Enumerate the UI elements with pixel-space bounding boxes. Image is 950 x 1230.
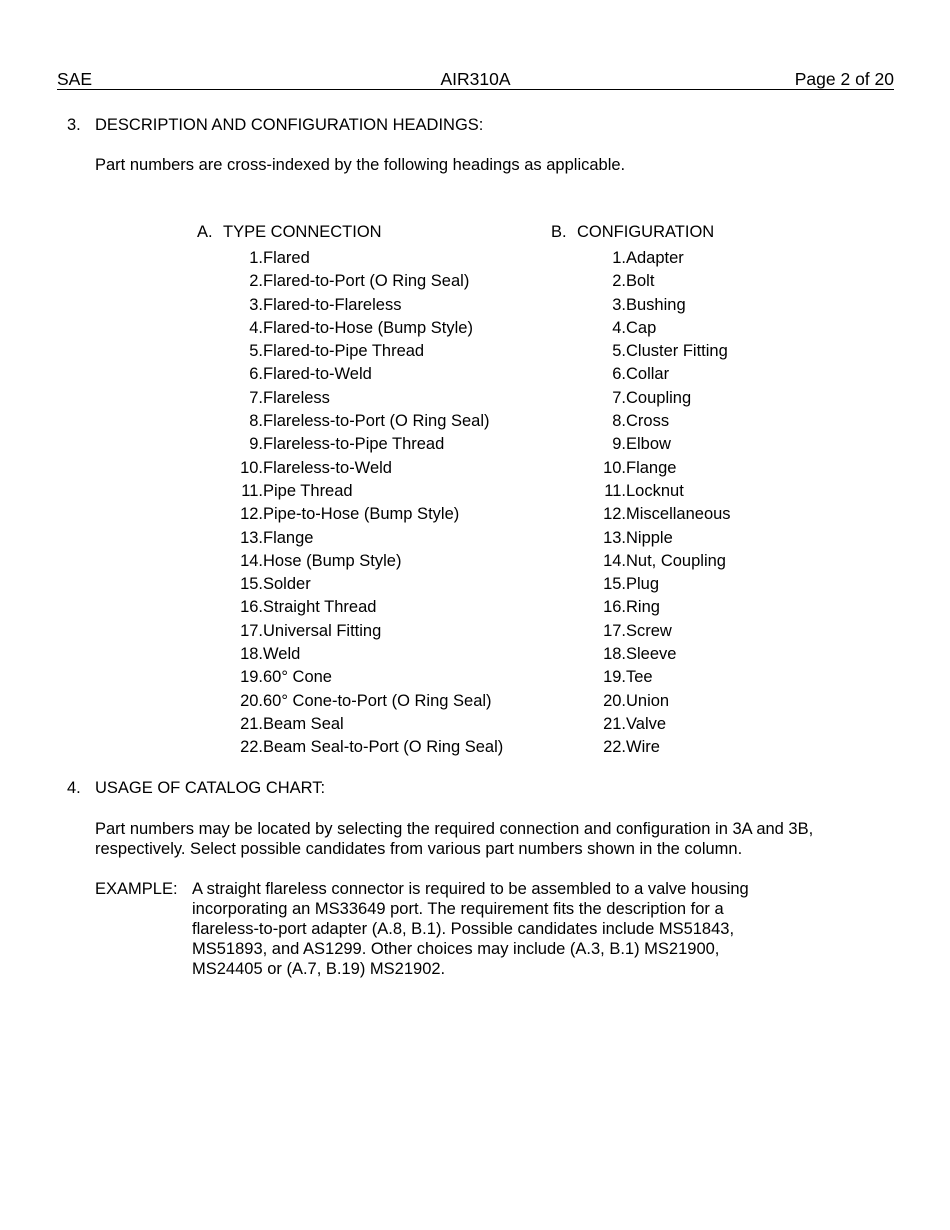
- list-item-number: 9.: [612, 435, 626, 454]
- list-item-text: Adapter: [626, 249, 684, 267]
- section3-intro: Part numbers are cross-indexed by the following headings as applicable.: [95, 156, 626, 174]
- list-item: [235, 481, 555, 504]
- list-item: [598, 341, 848, 364]
- list-item-text: Hose (Bump Style): [263, 551, 402, 570]
- list-item-text: Locknut: [626, 481, 684, 500]
- example-line: MS24405 or (A.7, B.19) MS21902.: [192, 960, 446, 978]
- list-item: [235, 411, 555, 434]
- list-item-text: Beam Seal-to-Port (O Ring Seal): [263, 738, 504, 757]
- list-item-text: 60° Cone-to-Port (O Ring Seal): [263, 691, 492, 710]
- list-item-number: 10.: [603, 458, 626, 477]
- list-item-number: 5.: [249, 342, 263, 361]
- list-item: [235, 248, 555, 271]
- list-item: [235, 644, 555, 667]
- list-item-text: Ring: [626, 598, 660, 617]
- list-item-text: Solder: [263, 575, 311, 594]
- list-item: [235, 691, 555, 714]
- list-item-text: Plug: [626, 575, 660, 594]
- list-item-number: 2.: [249, 272, 263, 291]
- list-item: [598, 248, 848, 271]
- section4-paragraph-line: respectively. Select possible candidates from various part numbers shown in the column.: [95, 840, 743, 858]
- list-item-number: 3.: [612, 295, 626, 314]
- list-item-text: Union: [626, 691, 670, 710]
- list-item-text: Cap: [626, 318, 657, 337]
- list-item: [598, 318, 848, 341]
- list-item-text: Flared-to-Weld: [263, 365, 372, 384]
- list-item-text: Flared: [263, 249, 310, 267]
- list-item-number: 13.: [240, 528, 263, 547]
- list-item: [235, 364, 555, 387]
- list-item-number: 14.: [603, 551, 626, 570]
- list-item: [235, 574, 555, 597]
- configuration-list: [598, 248, 848, 761]
- list-item: [235, 551, 555, 574]
- list-item: [598, 458, 848, 481]
- colB-label: B.: [551, 223, 567, 241]
- list-item: [598, 551, 848, 574]
- section3-number: 3.: [67, 116, 81, 134]
- list-item-text: Cross: [626, 412, 670, 431]
- list-item-number: 12.: [603, 505, 626, 524]
- list-item-text: Weld: [263, 645, 301, 664]
- list-item: [598, 434, 848, 457]
- list-item-text: Beam Seal: [263, 714, 344, 733]
- list-item: [235, 341, 555, 364]
- list-item-text: Flared-to-Pipe Thread: [263, 342, 425, 361]
- list-item: [598, 388, 848, 411]
- list-item-number: 13.: [603, 528, 626, 547]
- example-line: A straight flareless connector is required to be assembled to a valve housing: [192, 880, 749, 898]
- list-item: [235, 597, 555, 620]
- list-item-number: 21.: [603, 714, 626, 733]
- header-page-number: Page 2 of 20: [794, 69, 894, 89]
- list-item-text: Flareless: [263, 388, 330, 407]
- list-item-number: 12.: [240, 505, 263, 524]
- list-item: [598, 737, 848, 760]
- list-item-number: 8.: [249, 412, 263, 431]
- list-item: [598, 411, 848, 434]
- list-item: [598, 481, 848, 504]
- list-item-text: Cluster Fitting: [626, 342, 728, 361]
- list-item-number: 21.: [240, 714, 263, 733]
- header-doc-number: AIR310A: [440, 69, 511, 89]
- list-item-text: Pipe Thread: [263, 481, 353, 500]
- list-item-number: 6.: [612, 365, 626, 384]
- list-item-number: 17.: [603, 621, 626, 640]
- list-item-text: Straight Thread: [263, 598, 377, 617]
- list-item-text: Bushing: [626, 295, 686, 314]
- colA-label: A.: [197, 223, 213, 241]
- list-item-number: 11.: [604, 481, 626, 500]
- type-connection-list: [235, 248, 555, 761]
- list-item-number: 18.: [603, 645, 626, 664]
- list-item-number: 19.: [240, 668, 263, 687]
- list-item-text: Nipple: [626, 528, 673, 547]
- list-item-number: 22.: [603, 738, 626, 757]
- list-item-text: Flareless-to-Port (O Ring Seal): [263, 412, 490, 431]
- list-item: [235, 714, 555, 737]
- list-item-text: Screw: [626, 621, 672, 640]
- example-text: [192, 879, 749, 979]
- list-item: [598, 597, 848, 620]
- list-item-number: 1.: [249, 249, 263, 267]
- list-item-number: 22.: [240, 738, 263, 757]
- list-item-text: Tee: [626, 668, 653, 687]
- list-item: [235, 434, 555, 457]
- list-item: [598, 574, 848, 597]
- list-item: [598, 528, 848, 551]
- section4-paragraph-line: Part numbers may be located by selecting the required connection and configuration in 3A and 3B,: [95, 820, 814, 838]
- list-item: [235, 295, 555, 318]
- list-item-number: 4.: [612, 318, 626, 337]
- list-item-number: 10.: [240, 458, 263, 477]
- list-item: [235, 504, 555, 527]
- list-item: [598, 364, 848, 387]
- list-item-number: 5.: [612, 342, 626, 361]
- list-item-text: Universal Fitting: [263, 621, 382, 640]
- page-header: [57, 69, 894, 90]
- list-item: [235, 458, 555, 481]
- list-item: [598, 504, 848, 527]
- header-org: SAE: [57, 69, 93, 89]
- example-line: MS51893, and AS1299. Other choices may include (A.3, B.1) MS21900,: [192, 940, 720, 958]
- list-item-text: Flared-to-Flareless: [263, 295, 402, 314]
- list-item: [235, 667, 555, 690]
- list-item-text: Flareless-to-Pipe Thread: [263, 435, 445, 454]
- list-item-text: Sleeve: [626, 645, 677, 664]
- list-item: [235, 528, 555, 551]
- list-item-number: 11.: [241, 481, 263, 500]
- list-item: [598, 295, 848, 318]
- list-item-text: Flared-to-Hose (Bump Style): [263, 318, 473, 337]
- example-line: incorporating an MS33649 port. The requirement fits the description for a: [192, 900, 724, 918]
- list-item-text: Valve: [626, 714, 667, 733]
- list-item-number: 15.: [240, 575, 263, 594]
- example-line: flareless-to-port adapter (A.8, B.1). Possible candidates include MS51843,: [192, 920, 735, 938]
- section4-heading: USAGE OF CATALOG CHART:: [95, 779, 326, 797]
- list-item: [235, 737, 555, 760]
- list-item-number: 4.: [249, 318, 263, 337]
- list-item-number: 17.: [240, 621, 263, 640]
- list-item-number: 7.: [249, 388, 263, 407]
- section4-paragraph: [95, 819, 813, 859]
- section4-number: 4.: [67, 779, 81, 797]
- list-item: [598, 714, 848, 737]
- list-item-number: 1.: [612, 249, 626, 267]
- list-item-number: 3.: [249, 295, 263, 314]
- list-item-text: Flared-to-Port (O Ring Seal): [263, 272, 470, 291]
- list-item-text: Miscellaneous: [626, 505, 731, 524]
- list-item-number: 20.: [240, 691, 263, 710]
- list-item: [598, 621, 848, 644]
- colB-title: CONFIGURATION: [577, 223, 715, 241]
- list-item-number: 8.: [612, 412, 626, 431]
- list-item-number: 20.: [603, 691, 626, 710]
- list-item-number: 14.: [240, 551, 263, 570]
- colA-title: TYPE CONNECTION: [223, 223, 382, 241]
- section3-heading: DESCRIPTION AND CONFIGURATION HEADINGS:: [95, 116, 484, 134]
- list-item: [598, 644, 848, 667]
- list-item: [235, 318, 555, 341]
- list-item: [235, 271, 555, 294]
- list-item-text: Elbow: [626, 435, 671, 454]
- list-item-number: 6.: [249, 365, 263, 384]
- list-item-text: Pipe-to-Hose (Bump Style): [263, 505, 460, 524]
- list-item-number: 9.: [249, 435, 263, 454]
- list-item-number: 18.: [240, 645, 263, 664]
- list-item: [235, 621, 555, 644]
- list-item-number: 7.: [612, 388, 626, 407]
- list-item-text: Bolt: [626, 272, 655, 291]
- list-item-number: 16.: [240, 598, 263, 617]
- list-item-number: 2.: [612, 272, 626, 291]
- list-item-text: Flange: [626, 458, 677, 477]
- example-label: EXAMPLE:: [95, 880, 178, 898]
- list-item: [598, 271, 848, 294]
- list-item-text: Flareless-to-Weld: [263, 458, 392, 477]
- list-item-text: Coupling: [626, 388, 692, 407]
- list-item-number: 15.: [603, 575, 626, 594]
- list-item-text: Flange: [263, 528, 314, 547]
- list-item-text: Collar: [626, 365, 670, 384]
- list-item-number: 19.: [603, 668, 626, 687]
- list-item-number: 16.: [603, 598, 626, 617]
- list-item: [598, 691, 848, 714]
- list-item: [598, 667, 848, 690]
- list-item-text: 60° Cone: [263, 668, 332, 687]
- list-item-text: Nut, Coupling: [626, 551, 726, 570]
- list-item-text: Wire: [626, 738, 660, 757]
- list-item: [235, 388, 555, 411]
